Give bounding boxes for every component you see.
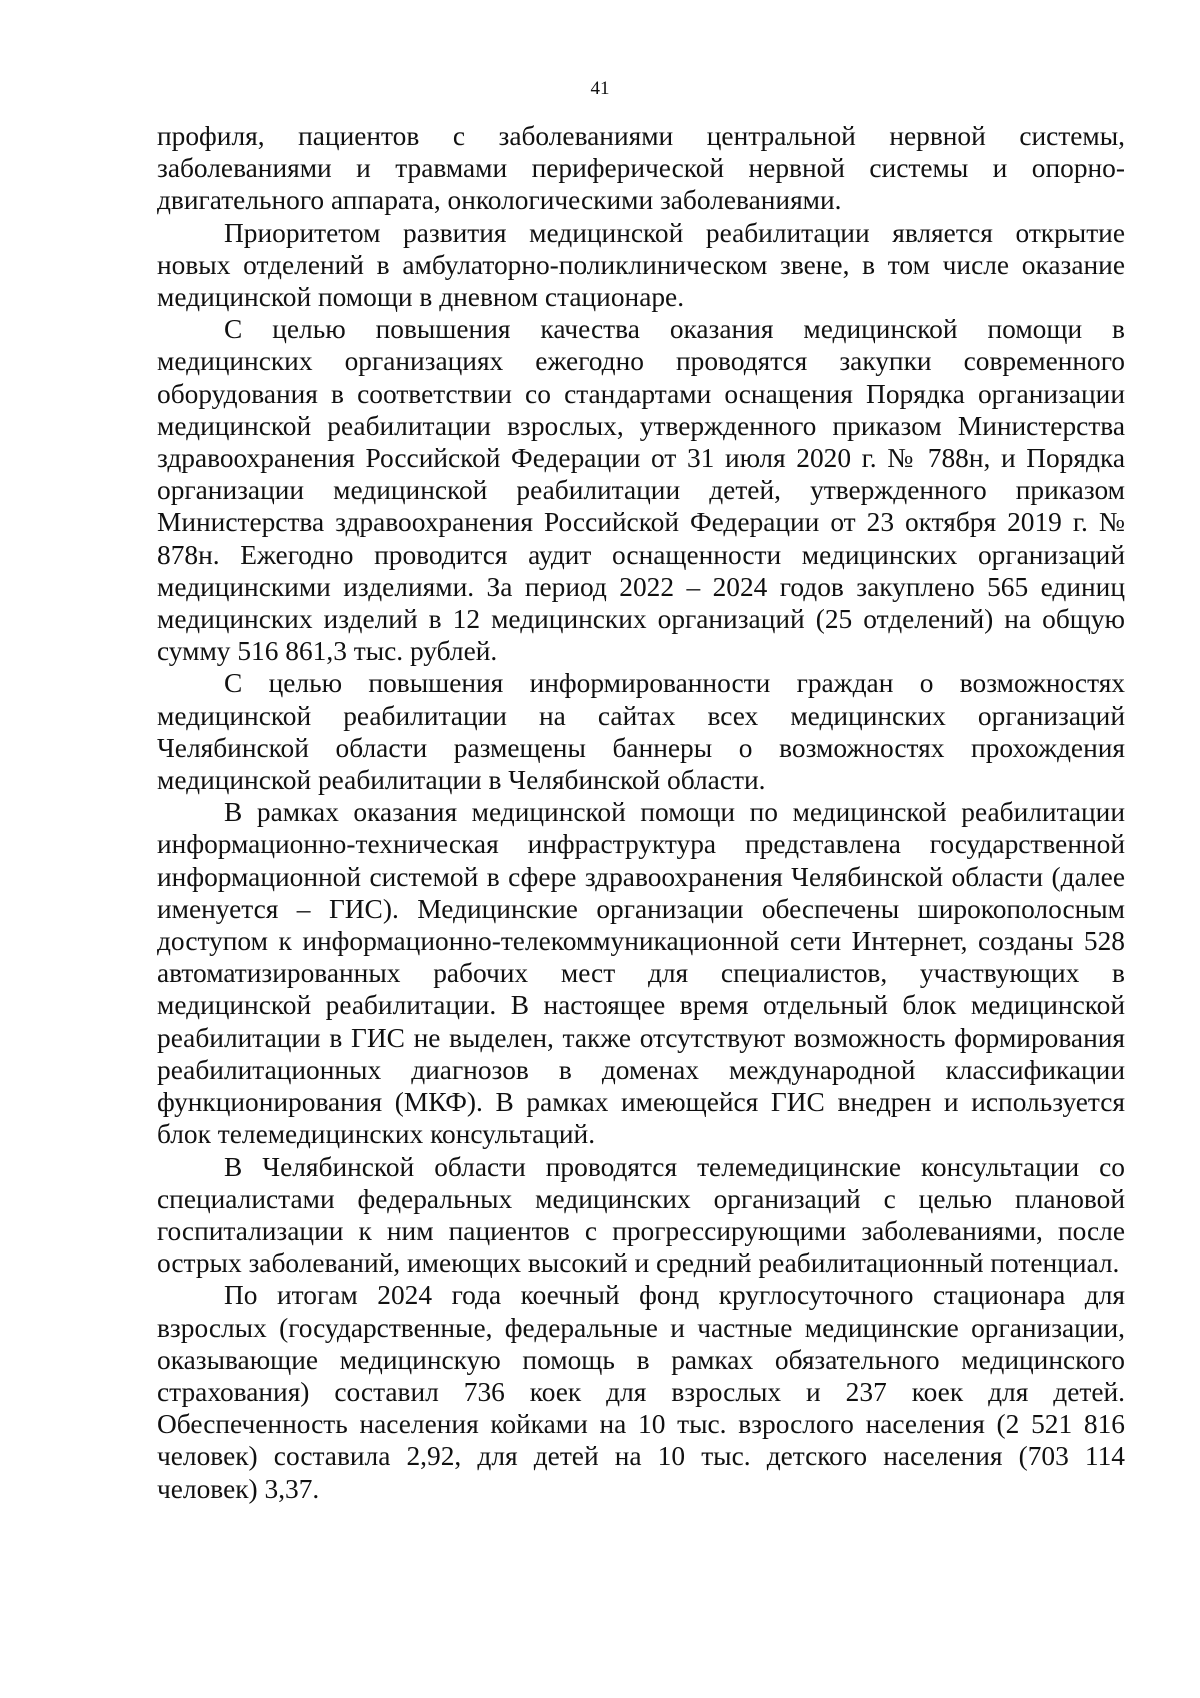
page-number: 41 [590,78,610,99]
paragraph-continuation: профиля, пациентов с заболеваниями центральной нервной системы, заболеваниями и травмами периферической нервной системы и опорно-двигательного аппарата, онкологическими заболеваниями. [157,121,1125,216]
paragraph-it-infrastructure: В рамках оказания медицинской помощи по медицинской реабилитации информационно-техническая инфраструктура представлена государственной информационной системой в сфере здравоохранения Челябинской области (далее именуется – ГИС). Медицинские организации обеспечены широкополосным доступом к информационно-телекоммуникационной сети Интернет, созданы 528 автоматизированных рабочих мест для специалистов, участвующих в медицинской реабилитации. В настоящее время отдельный блок медицинской реабилитации в ГИС не выделен, также отсутствуют возможность формирования реабилитационных диагнозов в доменах международной классификации функционирования (МКФ). В рамках имеющейся ГИС внедрен и используется блок телемедицинских консультаций. [157,797,1125,1150]
paragraph-information-banners: С целью повышения информированности граждан о возможностях медицинской реабилитации на сайтах всех медицинских организаций Челябинской области размещены баннеры о возможностях прохождения медицинской реабилитации в Челябинской области. [157,668,1125,796]
document-body [157,120,1125,1505]
paragraph-equipment: С целью повышения качества оказания медицинской помощи в медицинских организациях ежегодно проводятся закупки современного оборудования в соответствии со стандартами оснащения Порядка организации медицинской реабилитации взрослых, утвержденного приказом Министерства здравоохранения Российской Федерации от 31 июля 2020 г. № 788н, и Порядка организации медицинской реабилитации детей, утвержденного приказом Министерства здравоохранения Российской Федерации от 23 октября 2019 г. № 878н. Ежегодно проводится аудит оснащенности медицинских организаций медицинскими изделиями. За период 2022 – 2024 годов закуплено 565 единиц медицинских изделий в 12 медицинских организаций (25 отделений) на общую сумму 516 861,3 тыс. рублей. [157,314,1125,667]
paragraph-telemedicine: В Челябинской области проводятся телемедицинские консультации со специалистами федеральных медицинских организаций с целью плановой госпитализации к ним пациентов с прогрессирующими заболеваниями, после острых заболеваний, имеющих высокий и средний реабилитационный потенциал. [157,1151,1125,1279]
paragraph-priority: Приоритетом развития медицинской реабилитации является открытие новых отделений в амбулаторно-поликлиническом звене, в том числе оказание медицинской помощи в дневном стационаре. [157,217,1125,313]
paragraph-bed-fund: По итогам 2024 года коечный фонд круглосуточного стационара для взрослых (государственные, федеральные и частные медицинские организации, оказывающие медицинскую помощь в рамках обязательного медицинского страхования) составил 736 коек для взрослых и 237 коек для детей. Обеспеченность населения койками на 10 тыс. взрослого населения (2 521 816 человек) составила 2,92, для детей на 10 тыс. детского населения (703 114 человек) 3,37. [157,1280,1125,1504]
